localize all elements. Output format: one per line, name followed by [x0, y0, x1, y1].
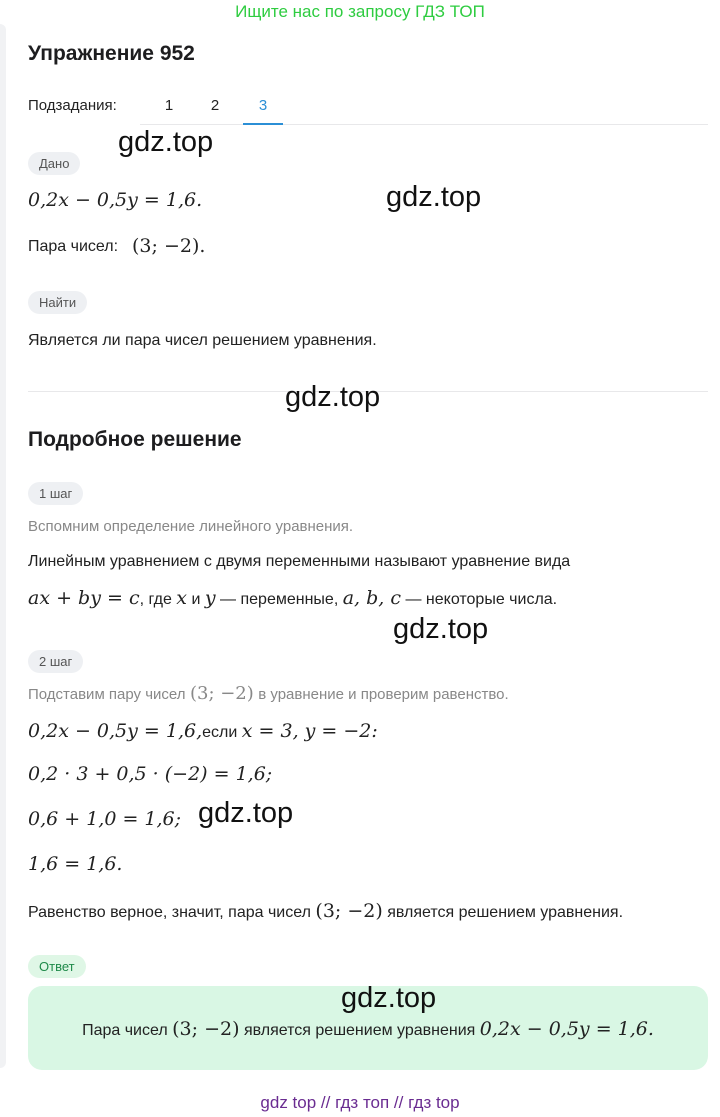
text-fragment: Подставим пару чисел [28, 686, 186, 703]
find-pill: Найти [28, 291, 87, 314]
math-pair: (3; −2) [172, 1018, 240, 1040]
math-pair: (3; −2) [189, 683, 254, 704]
search-banner[interactable]: Ищите нас по запросу ГДЗ ТОП [235, 2, 485, 21]
math-vars-abc: a, b, c [342, 587, 402, 609]
watermark: gdz.top [198, 797, 294, 829]
text-fragment: Пара чисел [82, 1022, 168, 1039]
step-2-substitution [28, 720, 378, 742]
math-expression: ax + by = c [28, 587, 140, 609]
calc-line-1: 0,2 · 3 + 0,5 · (−2) = 1,6; [28, 763, 273, 785]
text-fragment: в уравнение и проверим равенство. [258, 686, 509, 703]
text-fragment: является решением уравнения [243, 1022, 476, 1039]
footer-links[interactable]: gdz top // гдз топ // гдз top [260, 1093, 460, 1112]
subtasks-label: Подзадания: [28, 97, 117, 114]
find-text: Является ли пара чисел решением уравнения. [28, 332, 377, 349]
math-var-y: y [204, 587, 216, 609]
math-expression: 0,2x − 0,5y = 1,6. [479, 1018, 654, 1040]
given-pill: Дано [28, 152, 80, 175]
answer-text [28, 1018, 708, 1040]
math-expression: x = 3, y = −2: [241, 720, 378, 742]
exercise-title: Упражнение 952 [28, 42, 195, 65]
watermark: gdz.top [393, 613, 489, 645]
conclusion [28, 900, 623, 922]
text-fragment: Равенство верное, значит, пара чисел [28, 904, 311, 921]
tab-subtask-3[interactable]: 3 [258, 97, 268, 114]
given-pair-value: (3; −2). [132, 235, 206, 257]
watermark: gdz.top [341, 982, 437, 1014]
step-1-definition-line2 [28, 587, 557, 609]
watermark: gdz.top [386, 181, 482, 213]
given-equation: 0,2x − 0,5y = 1,6. [28, 189, 203, 211]
step-2-hint [28, 683, 509, 704]
text-fragment: является решением уравнения. [387, 904, 624, 921]
watermark: gdz.top [285, 381, 381, 413]
watermark: gdz.top [118, 126, 214, 158]
tabs-divider [140, 124, 708, 125]
solution-heading: Подробное решение [28, 428, 242, 451]
text-fragment: , где [139, 591, 172, 608]
text-fragment: — переменные, [220, 591, 339, 608]
answer-pill: Ответ [28, 955, 86, 978]
tab-subtask-2[interactable]: 2 [210, 97, 220, 114]
math-pair: (3; −2) [315, 900, 383, 922]
card-edge [0, 24, 6, 1068]
math-var-x: x [176, 587, 188, 609]
step-1-hint: Вспомним определение линейного уравнения. [28, 518, 354, 535]
tab-subtask-1[interactable]: 1 [164, 97, 174, 114]
active-tab-indicator [243, 123, 283, 125]
calc-line-3: 1,6 = 1,6. [28, 853, 123, 875]
step-2-pill: 2 шаг [28, 650, 83, 673]
text-fragment: если [202, 724, 238, 741]
text-fragment: — некоторые числа. [405, 591, 558, 608]
math-expression: 0,2x − 0,5y = 1,6, [28, 720, 203, 742]
given-pair-label: Пара чисел: [28, 238, 119, 255]
step-1-pill: 1 шаг [28, 482, 83, 505]
calc-line-2: 0,6 + 1,0 = 1,6; [28, 808, 182, 830]
step-1-definition: Линейным уравнением с двумя переменными называют уравнение вида [28, 553, 571, 570]
text-fragment: и [191, 591, 201, 608]
